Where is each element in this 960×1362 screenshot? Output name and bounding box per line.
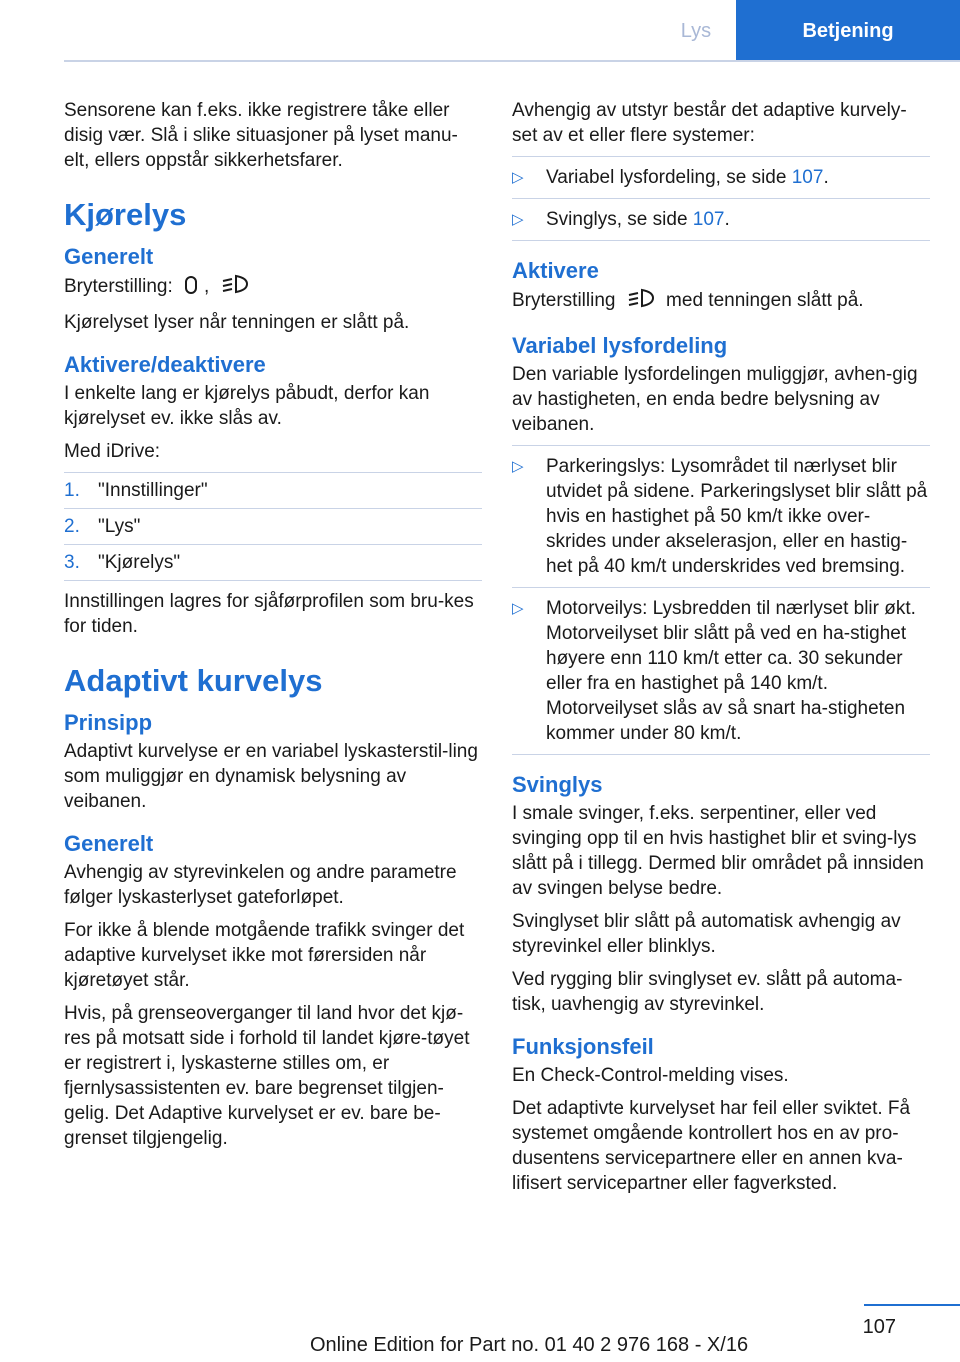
page-link[interactable]: 107 [692,209,725,230]
page-link[interactable]: 107 [791,167,824,188]
systems-list [512,156,930,241]
light-off-icon [184,275,198,302]
triangle-bullet-icon: ▷ [512,458,524,475]
generelt-paragraph-1: Avhengig av styrevinkelen og andre parametre følger lyskasterlyset gateforløpet. [64,862,457,908]
idrive-steps [64,472,482,581]
heading-kjorelys: Kjørelys [64,197,187,232]
heading-aktivere-deaktivere: Aktivere/deaktivere [64,352,266,377]
heading-generelt: Generelt [64,244,154,269]
switch-position-label: Bryterstilling: [64,276,173,297]
switch-separator: , [204,276,210,297]
funksjonsfeil-paragraph-2: Det adaptivte kurvelyset har feil eller sviktet. Få systemet omgående kontrollert hos en av pro-dusentens servicepartnere eller en annen kva-lifisert servicepartner eller fagverksted. [512,1098,911,1194]
svinglys-paragraph-1: I smale svinger, f.eks. serpentiner, eller ved svinging opp til en hvis hastighet blir et sving-lys slått på i tillegg. Dermed blir området på innsiden av svingen belyse bedre. [512,803,924,899]
idrive-label: Med iDrive: [64,441,161,462]
chapter-tab[interactable]: Betjening [736,0,960,62]
heading-prinsipp: Prinsipp [64,710,153,735]
footer-rule [864,1304,960,1306]
section-tab[interactable]: Lys [680,19,712,42]
triangle-bullet-icon: ▷ [512,600,524,617]
heading-variabel-lysfordeling: Variabel lysfordeling [512,333,728,358]
list-item: 2. "Lys" [64,508,482,544]
funksjonsfeil-paragraph-1: En Check-Control-melding vises. [512,1065,789,1086]
variabel-text: Den variable lysfordelingen muliggjør, avhen-gig av hastigheten, en enda bedre belysning av veibanen. [512,364,918,435]
list-item: ▷ Parkeringslys: Lysområdet til nærlyset blir utvidet på sidene. Parkeringslyset blir slått på hvis en hastighet på 50 km/t ikke over-skrides under akselerasjon, eller en hastig-het på 40 km/t underskrides ved bremsing. [512,445,930,587]
heading-funksjonsfeil: Funksjonsfeil [512,1034,654,1059]
generelt-paragraph-3: Hvis, på grenseoverganger til land hvor det kjø-res på motsatt side i forhold til landet kjøre-tøyet er registrert i, lyskasterne stilles om, er fjernlysassistenten ev. bare begrenset tilgjen-gelig. Det Adaptive kurvelyset er ev. bare be-grenset tilgjengelig. [64,1003,470,1149]
heading-generelt-2: Generelt [64,831,154,856]
setting-saved-text: Innstillingen lagres for sjåførprofilen som bru-kes for tiden. [64,591,474,637]
kjorelys-law-text: I enkelte lang er kjørelys påbudt, derfor kan kjørelyset ev. ikke slås av. [64,383,430,429]
prinsipp-text: Adaptivt kurvelyse er en variabel lyskasterstil-ling som muliggjør en dynamisk belysning av veibanen. [64,741,478,812]
svinglys-paragraph-3: Ved rygging blir svinglyset ev. slått på automa-tisk, uavhengig av styrevinkel. [512,969,903,1015]
triangle-bullet-icon: ▷ [512,211,524,228]
list-item: 1. "Innstillinger" [64,472,482,508]
header-rule [64,60,960,62]
kjorelys-info: Kjørelyset lyser når tenningen er slått på. [64,312,410,333]
list-item: ▷ Motorveilys: Lysbredden til nærlyset blir økt. Motorveilyset blir slått på ved en ha-stighet høyere enn 110 km/t etter ca. 30 sekunder eller fra en hastighet på 140 km/t. Motorveilyset slås av så snart ha-stigheten kommer under 80 km/t. [512,587,930,755]
list-item: ▷ Svinglys, se side 107. [512,198,930,241]
left-column [64,98,482,1159]
low-beam-icon [221,273,249,302]
generelt-paragraph-2: For ikke å blende motgående trafikk svinger det adaptive kurvelyset ikke mot førersiden når kjøretøyet står. [64,920,465,991]
right-column [512,98,930,1204]
triangle-bullet-icon: ▷ [512,169,524,186]
list-item: ▷ Variabel lysfordeling, se side 107. [512,156,930,198]
heading-adaptivt-kurvelys: Adaptivt kurvelys [64,663,323,698]
low-beam-icon [627,287,655,316]
page-header [64,0,960,62]
list-item: 3. "Kjørelys" [64,544,482,581]
edition-text: Online Edition for Part no. 01 40 2 976 168 - X/16 [310,1334,749,1356]
switch-position-line [64,273,482,302]
intro-paragraph: Sensorene kan f.eks. ikke registrere tåke eller disig vær. Slå i slike situasjoner på lyset manu-elt, ellers oppstår sikkerhetsfarer. [64,100,458,171]
equipment-paragraph: Avhengig av utstyr består det adaptive kurvely-set av et eller flere systemer: [512,100,907,146]
variabel-list [512,445,930,755]
heading-aktivere: Aktivere [512,258,599,283]
svinglys-paragraph-2: Svinglyset blir slått på automatisk avhengig av styrevinkel eller blinklys. [512,911,901,957]
aktivere-line: Bryterstilling med tenningen slått på. [512,287,930,316]
heading-svinglys: Svinglys [512,772,603,797]
page-number: 107 [862,1316,896,1338]
